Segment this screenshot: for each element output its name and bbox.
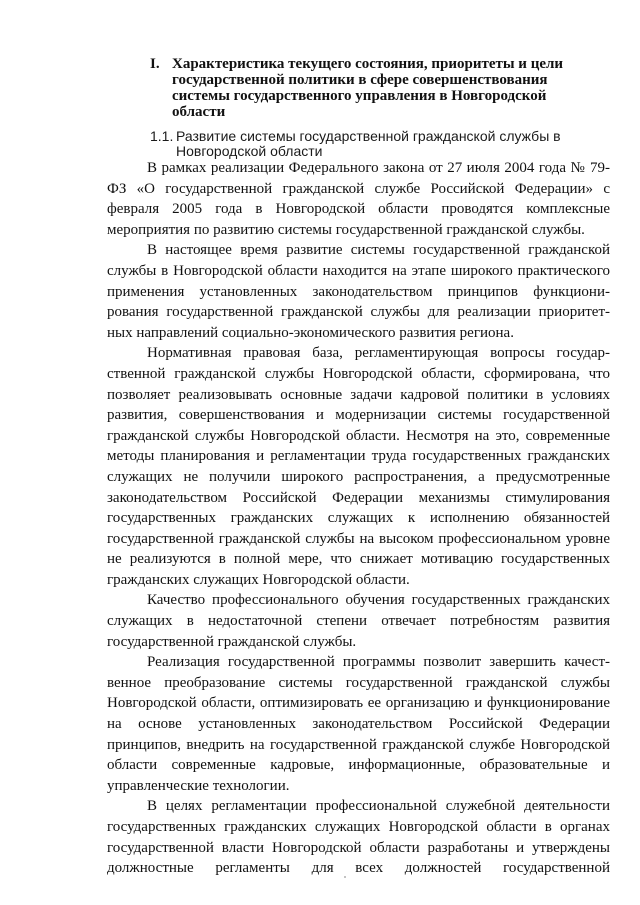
- scan-speck: [344, 876, 346, 878]
- section-number: I.: [150, 56, 160, 72]
- subsection-heading: [150, 129, 570, 159]
- section-heading: [150, 56, 570, 120]
- section-title: Характеристика текущего состояния, приоритеты и цели государственной политики в сфере совершенствования системы государственного управления в Новгородской области: [172, 56, 564, 120]
- paragraph: В целях регламентации профессиональной служебной деятельности государственных гражданских служащих Новгородской области в органах государственной власти Новгородской области разработаны и утверждены должностные регламенты для всех должностей государственной: [107, 798, 610, 877]
- paragraph: Реализация государственной программы позволит завершить качест-венное преобразование системы государственной гражданской службы Новгородской области, оптимизировать ее организацию и функционирование на основе установленных законодательством Российской Федерации принципов, внедрить на государственной гражданской службе Новгородской области современные кадровые, информационные, образовательные и управленческие технологии.: [107, 654, 610, 794]
- subsection-title: Развитие системы государственной гражданской службы в Новгородской области: [176, 128, 561, 159]
- paragraph: В настоящее время развитие системы государственной гражданской службы в Новгородской области находится на этапе широкого практического применения установленных законодательством принципов функциони-рования государственной гражданской службы для реализации приоритет-ных направлений социально-экономического развития региона.: [107, 242, 610, 341]
- paragraph: Нормативная правовая база, регламентирующая вопросы государ-ственной гражданской службы Новгородской области, сформирована, что позволяет реализовывать основные задачи кадровой политики в условиях развития, совершенствования и модернизации системы государственной гражданской службы Новгородской области. Несмотря на это, современные методы планирования и регламентации труда государственных гражданских служащих не получили широкого распространения, а предусмотренные законодательством Российской Федерации механизмы стимулирования государственных гражданских служащих к исполнению обязанностей государственной гражданской службы на высоком профессиональном уровне не реализуются в полной мере, что снижает мотивацию государственных гражданских служащих Новгородской области.: [107, 345, 610, 588]
- subsection-number: 1.1.: [150, 128, 174, 144]
- paragraph: Качество профессионального обучения государственных гражданских служащих в недостаточной степени отвечает потребностям развития государственной гражданской службы.: [107, 592, 610, 650]
- body-text: [107, 158, 610, 879]
- paragraph: В рамках реализации Федерального закона от 27 июля 2004 года № 79-ФЗ «О государственной гражданской службе Российской Федерации» с февраля 2005 года в Новгородской области проводятся комплексные мероприятия по развитию системы государственной гражданской службы.: [107, 160, 610, 238]
